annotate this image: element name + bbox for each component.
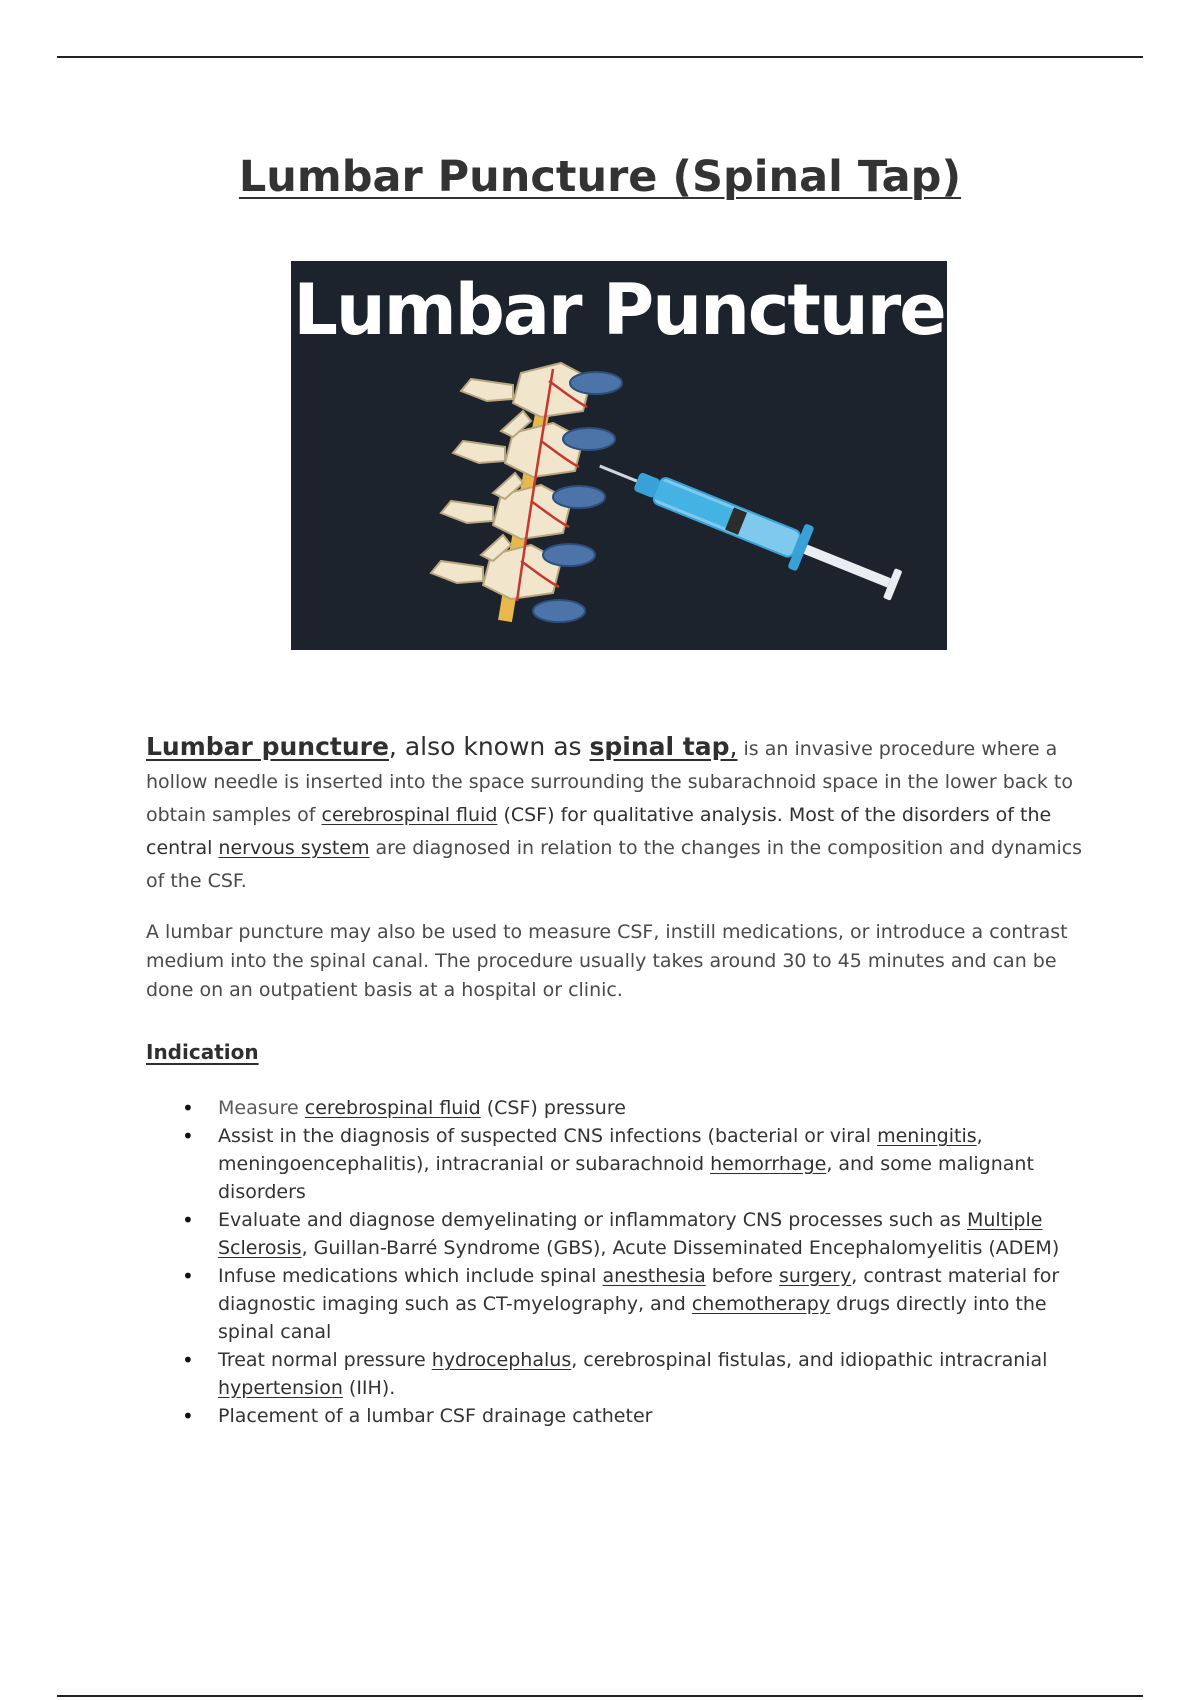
item-text: (IIH). <box>342 1377 396 1399</box>
item-text: (CSF) pressure <box>480 1097 626 1119</box>
intro-lead <box>146 732 737 761</box>
item-text: Placement of a lumbar CSF drainage catheter <box>218 1405 653 1427</box>
page-title <box>0 152 1200 202</box>
term-spinal-tap: spinal tap <box>589 732 730 761</box>
syringe-graphic <box>591 444 906 608</box>
indication-list <box>182 1094 1082 1430</box>
link-chemotherapy[interactable]: chemotherapy <box>691 1293 831 1315</box>
item-text: Assist in the diagnosis of suspected CNS infections (bacterial or viral <box>218 1125 878 1147</box>
item-text: Infuse medications which include spinal <box>218 1265 603 1287</box>
item-text: Evaluate and diagnose demyelinating or inflammatory CNS processes such as <box>218 1209 967 1231</box>
hero-illustration <box>291 261 947 650</box>
link-hypertension[interactable]: hypertension <box>218 1377 343 1399</box>
item-text: , Guillan-Barré Syndrome (GBS), Acute Disseminated Encephalomyelitis (ADEM) <box>301 1237 1060 1259</box>
intro-text-c: are diagnosed in relation to the changes in the composition and dynamics of the CSF. <box>146 837 1083 892</box>
list-item <box>182 1206 1082 1262</box>
spine-graphic <box>431 363 622 622</box>
term-lumbar-puncture: Lumbar puncture <box>146 732 389 761</box>
list-item <box>182 1346 1082 1402</box>
link-cerebrospinal-fluid[interactable]: cerebrospinal fluid <box>321 804 498 826</box>
link-meningitis[interactable]: meningitis <box>877 1125 977 1147</box>
hero-title: Lumbar Puncture <box>293 269 945 351</box>
spine-syringe-illustration <box>291 261 947 650</box>
item-text: Measure <box>218 1097 305 1119</box>
indication-heading: Indication <box>146 1040 259 1064</box>
item-text: , contrast material for diagnostic imaging such as CT-myelography, and <box>218 1265 1060 1315</box>
link-hydrocephalus[interactable]: hydrocephalus <box>431 1349 572 1371</box>
list-item <box>182 1122 1082 1206</box>
bottom-rule <box>57 1695 1143 1697</box>
item-text: , meningoencephalitis), intracranial or subarachnoid <box>218 1125 983 1175</box>
intro-paragraph <box>146 730 1086 898</box>
item-text: , and some malignant disorders <box>218 1153 1034 1203</box>
intro-lead-comma: , <box>729 732 738 761</box>
link-hemorrhage[interactable]: hemorrhage <box>710 1153 827 1175</box>
page-title-text: Lumbar Puncture (Spinal Tap) <box>238 152 962 202</box>
top-rule <box>57 56 1143 58</box>
intro-lead-mid: , also known as <box>388 732 590 761</box>
link-cerebrospinal-fluid[interactable]: cerebrospinal fluid <box>304 1097 481 1119</box>
intro-text-b: (CSF) for qualitative analysis. Most of the disorders of the central <box>146 804 1052 859</box>
second-paragraph: A lumbar puncture may also be used to measure CSF, instill medications, or introduce a contrast medium into the spinal canal. The procedure usually takes around 30 to 45 minutes and can be done on an outpatient basis at a hospital or clinic. <box>146 921 1068 1001</box>
link-anesthesia[interactable]: anesthesia <box>602 1265 706 1287</box>
list-item <box>182 1094 1082 1122</box>
item-text: Treat normal pressure <box>218 1349 432 1371</box>
link-surgery[interactable]: surgery <box>779 1265 852 1287</box>
link-multiple-sclerosis[interactable]: Multiple Sclerosis <box>218 1209 1043 1259</box>
item-text: drugs directly into the spinal canal <box>218 1293 1047 1343</box>
link-nervous-system[interactable]: nervous system <box>218 837 370 859</box>
item-text: , cerebrospinal fistulas, and idiopathic intracranial <box>571 1349 1048 1371</box>
item-text: before <box>705 1265 779 1287</box>
list-item <box>182 1262 1082 1346</box>
list-item <box>182 1402 1082 1430</box>
intro-text-a: is an invasive procedure where a hollow needle is inserted into the space surrounding the subarachnoid space in the lower back to obtain samples of <box>146 738 1073 826</box>
